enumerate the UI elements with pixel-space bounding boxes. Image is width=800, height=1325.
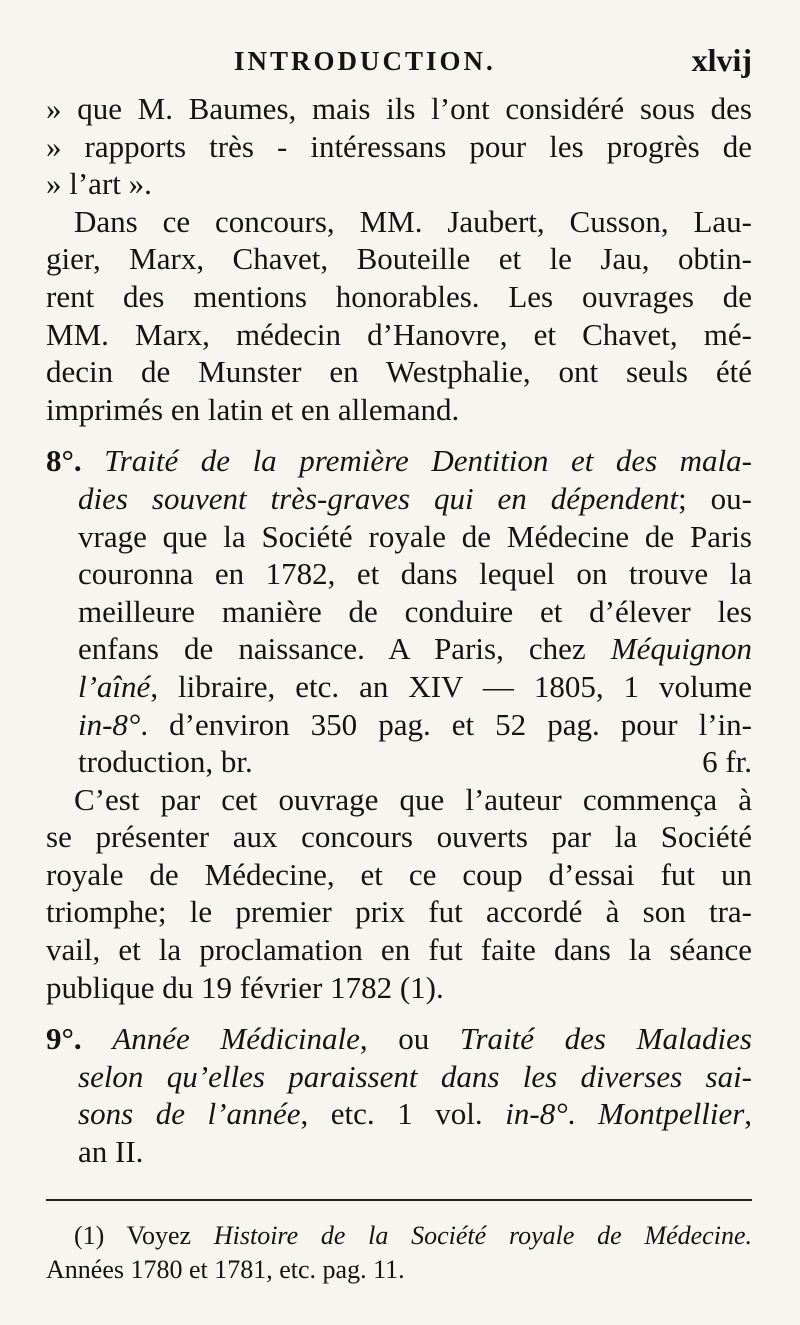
- text-line: Années 1780 et 1781, etc. pag. 11.: [46, 1254, 405, 1284]
- text-fragment: troduction, br.: [78, 744, 253, 780]
- bibliography-entry-9: [46, 1020, 752, 1170]
- work-title: dies souvent très-graves qui en dépendent: [78, 480, 679, 516]
- format: in-8°: [505, 1096, 568, 1132]
- text-fragment: enfans de naissance. A Paris, chez: [78, 631, 586, 667]
- text-fragment: , etc. 1 vol.: [300, 1096, 483, 1132]
- text-line: vrage que la Société royale de Médecine de Paris: [78, 518, 752, 554]
- text-line: se présenter aux concours ouverts par la Société: [46, 819, 752, 855]
- text-line: [46, 1020, 752, 1058]
- footnote-divider: [46, 1199, 752, 1201]
- text-line: vail, et la proclamation en fut faite dans la séance: [46, 932, 752, 968]
- text-line: [46, 743, 752, 781]
- text-line: Dans ce concours, MM. Jaubert, Cusson, Lau-: [74, 203, 752, 239]
- text-line: [46, 668, 752, 706]
- text-line: » rapports très - intéressans pour les progrès de: [46, 128, 752, 164]
- publisher-name: l’aîné: [78, 668, 151, 704]
- text-fragment: ,: [744, 1096, 753, 1132]
- footnote: [46, 1209, 752, 1287]
- text-fragment: . d’environ 350 pag. et 52 pag. pour l’in-: [140, 706, 752, 742]
- text-line: MM. Marx, médecin d’Hanovre, et Chavet, mé-: [46, 316, 752, 352]
- paragraph-quote-end: [46, 90, 752, 203]
- text-fragment: ; ou-: [678, 480, 752, 516]
- work-title: Traité de la première Dentition et des mala-: [104, 443, 752, 479]
- bibliography-entry-8: [46, 442, 752, 1006]
- price: 6 fr.: [702, 744, 752, 780]
- text-line: couronna en 1782, et dans lequel on trouve la: [78, 556, 752, 592]
- spacer: [46, 1006, 752, 1020]
- text-line: [46, 442, 752, 480]
- text-line: imprimés en latin et en allemand.: [46, 391, 460, 427]
- text-line: publique du 19 février 1782 (1).: [46, 969, 444, 1005]
- text-fragment: , ou: [359, 1021, 430, 1057]
- entry-number: 8°.: [46, 443, 82, 479]
- text-line: » l’art ».: [46, 166, 152, 202]
- text-line: an II.: [78, 1134, 144, 1170]
- text-fragment: , libraire, etc. an XIV — 1805, 1 volume: [150, 668, 752, 704]
- running-title: INTRODUCTION.: [234, 46, 496, 76]
- spacer: [46, 428, 752, 442]
- text-line: [46, 1095, 752, 1133]
- text-line: C’est par cet ouvrage que l’auteur commença à: [74, 781, 752, 817]
- cited-work: Histoire de la Société royale de Médecine.: [213, 1220, 752, 1250]
- footnote-marker: (1) Voyez: [74, 1220, 192, 1250]
- text-line: decin de Munster en Westphalie, ont seuls été: [46, 354, 752, 390]
- text-line: [46, 706, 752, 744]
- format: in-8°: [78, 706, 141, 742]
- text-line: gier, Marx, Chavet, Bouteille et le Jau, obtin-: [46, 241, 752, 277]
- text-line: [46, 630, 752, 668]
- work-title: Traité des Maladies: [459, 1021, 752, 1057]
- text-line: » que M. Baumes, mais ils l’ont considéré sous des: [46, 91, 752, 126]
- page-number: xlvij: [691, 42, 752, 78]
- place-of-publication: Montpellier: [597, 1096, 745, 1132]
- text-line: [46, 1058, 752, 1096]
- main-text: [46, 90, 752, 1171]
- page-header: [46, 38, 752, 90]
- work-title: Année Médicinale: [112, 1021, 360, 1057]
- text-line: triomphe; le premier prix fut accordé à son tra-: [46, 894, 752, 930]
- text-line: meilleure manière de conduire et d’élever les: [78, 593, 752, 629]
- work-title: sons de l’année: [78, 1096, 301, 1132]
- text-line: rent des mentions honorables. Les ouvrages de: [46, 278, 752, 314]
- work-title: selon qu’elles paraissent dans les diverses sai-: [78, 1058, 752, 1094]
- text-line: [46, 1219, 752, 1253]
- text-line: royale de Médecine, et ce coup d’essai fut un: [46, 856, 752, 892]
- publisher-name: Méquignon: [610, 631, 753, 667]
- paragraph-concours: [46, 203, 752, 429]
- entry-number: 9°.: [46, 1021, 82, 1057]
- text-line: [46, 480, 752, 518]
- text-fragment: .: [567, 1096, 576, 1132]
